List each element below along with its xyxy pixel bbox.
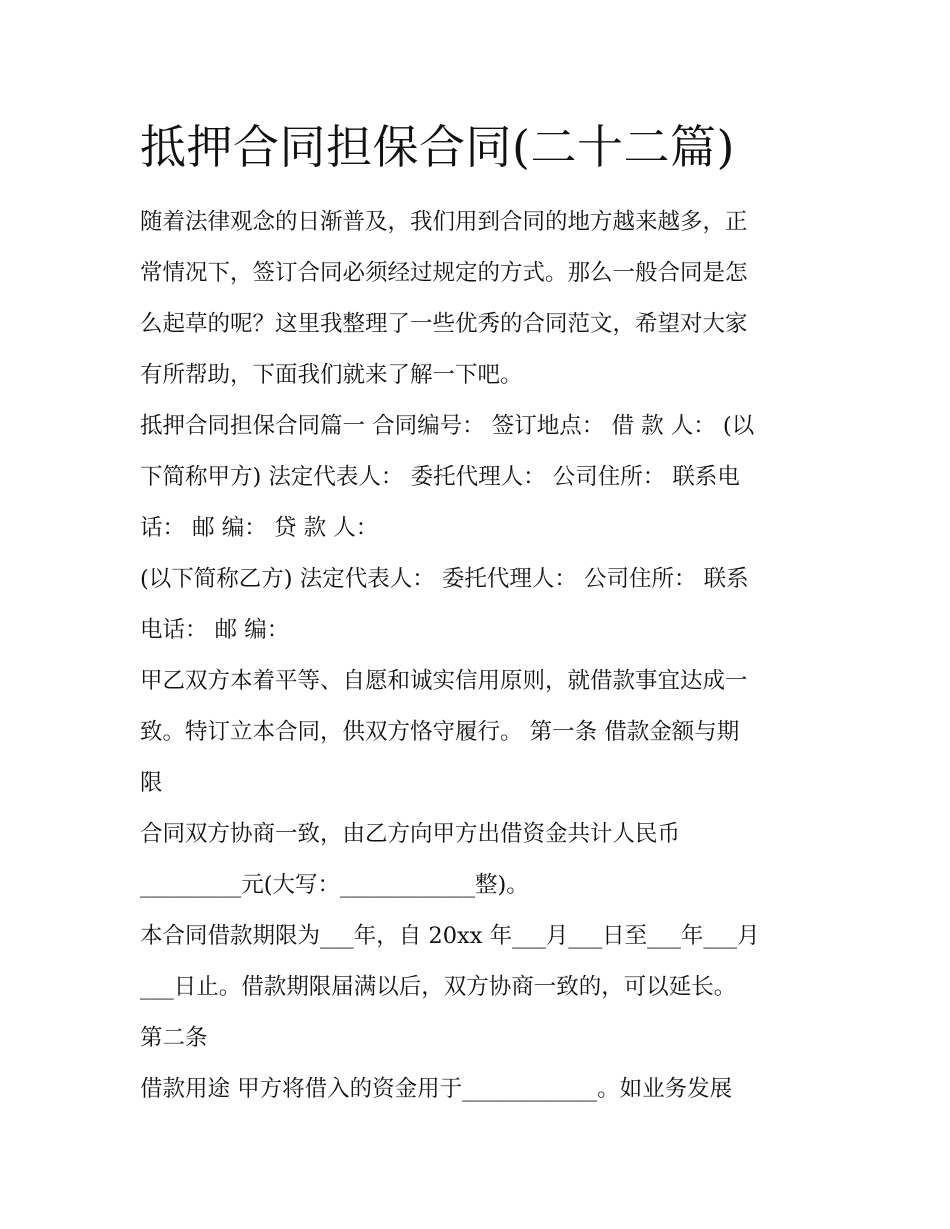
body-line: 本合同借款期限为___年，自 20xx 年___月___日至___年___月 xyxy=(140,923,760,949)
body-line: 么起草的呢？这里我整理了一些优秀的合同范文，希望对大家 xyxy=(140,311,748,337)
body-line: (以下简称乙方) 法定代表人： 委托代理人： 公司住所： 联系 xyxy=(140,566,749,592)
body-line: 合同双方协商一致，由乙方向甲方出借资金共计人民币 xyxy=(140,821,681,847)
body-line: 有所帮助，下面我们就来了解一下吧。 xyxy=(140,362,523,388)
body-line: 常情况下，签订合同必须经过规定的方式。那么一般合同是怎 xyxy=(140,260,748,286)
body-line: 话： 邮 编： 贷 款 人： xyxy=(140,515,379,541)
body-line: 致。特订立本合同，供双方恪守履行。 第一条 借款金额与期 xyxy=(140,719,740,745)
body-line: 甲乙双方本着平等、自愿和诚实信用原则，就借款事宜达成一 xyxy=(140,668,748,694)
body-line: 第二条 xyxy=(140,1025,208,1051)
body-line: 抵押合同担保合同篇一 合同编号： 签订地点： 借 款 人： (以 xyxy=(140,413,755,439)
body-line: 借款用途 甲方将借入的资金用于____________。如业务发展 xyxy=(140,1076,733,1102)
body-line: _________元(大写：____________整)。 xyxy=(140,872,529,898)
document-title: 抵押合同担保合同(二十二篇) xyxy=(140,120,735,174)
body-line: 随着法律观念的日渐普及，我们用到合同的地方越来越多，正 xyxy=(140,209,748,235)
body-line: ___日止。借款期限届满以后，双方协商一致的，可以延长。 xyxy=(140,974,737,1000)
body-line: 限 xyxy=(140,770,163,796)
body-line: 电话： 邮 编： xyxy=(140,617,290,643)
body-line: 下简称甲方) 法定代表人： 委托代理人： 公司住所： 联系电 xyxy=(140,464,740,490)
